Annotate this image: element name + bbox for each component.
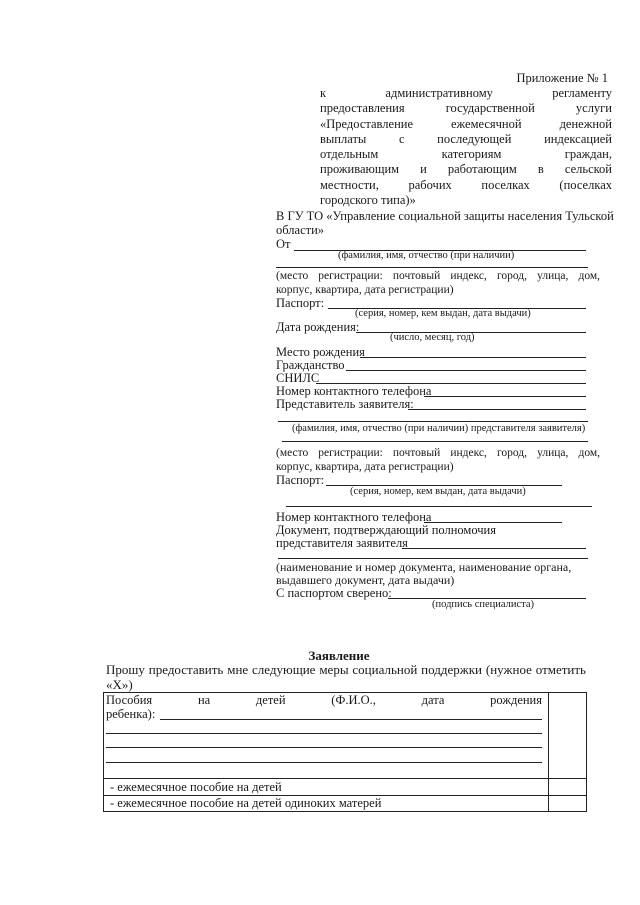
birthplace-field[interactable] bbox=[360, 357, 586, 358]
snils-label: СНИЛС bbox=[276, 371, 320, 385]
appendix-line-8: городского типа)» bbox=[320, 193, 416, 208]
appendix-line-4: выплаты с последующей индексацией bbox=[320, 131, 612, 146]
authority-doc-field[interactable] bbox=[402, 548, 586, 549]
appendix-line-2: предоставления государственной услуги bbox=[320, 101, 612, 116]
statement-intro-line-1: Прошу предоставить мне следующие меры социальной поддержки (нужное отметить bbox=[106, 662, 586, 677]
rep-fio-hint: (фамилия, имя, отчество (при наличии) представителя заявителя) bbox=[292, 423, 586, 434]
birthdate-label: Дата рождения: bbox=[276, 320, 360, 334]
rep-address-hint-2: корпус, квартира, дата регистрации) bbox=[276, 461, 454, 473]
checkbox-single-mothers-benefit[interactable] bbox=[549, 796, 585, 810]
passport-label: Паспорт: bbox=[276, 296, 325, 310]
addressee-line-1: В ГУ ТО «Управление социальной защиты населения Тульской bbox=[276, 209, 614, 223]
doc-hint-1: (наименование и номер документа, наименование органа, bbox=[276, 560, 572, 574]
rep-passport-label: Паспорт: bbox=[276, 473, 325, 487]
representative-label: Представитель заявителя: bbox=[276, 397, 414, 411]
birthdate-hint: (число, месяц, год) bbox=[390, 332, 475, 343]
rep-passport-hint: (серия, номер, кем выдан, дата выдачи) bbox=[350, 486, 526, 497]
appendix-line-7: местности, рабочих поселках (поселках bbox=[320, 177, 612, 192]
authority-doc-line-2: представителя заявителя bbox=[276, 536, 408, 550]
authority-doc-extra-field[interactable] bbox=[278, 558, 588, 559]
citizenship-label: Гражданство bbox=[276, 358, 345, 372]
appendix-line-5: отдельным категориям граждан, bbox=[320, 147, 612, 162]
rep-fio-field[interactable] bbox=[278, 421, 588, 422]
fio-hint: (фамилия, имя, отчество (при наличии) bbox=[338, 250, 515, 261]
passport-hint: (серия, номер, кем выдан, дата выдачи) bbox=[355, 308, 531, 319]
rep-extra-field[interactable] bbox=[282, 441, 588, 442]
row-monthly-benefit: - ежемесячное пособие на детей bbox=[110, 780, 282, 794]
appendix-block bbox=[320, 71, 612, 208]
children-field-1[interactable] bbox=[160, 719, 542, 720]
appendix-line-3: «Предоставление ежемесячной денежной bbox=[320, 116, 612, 131]
rep-passport-extra-field[interactable] bbox=[286, 506, 592, 507]
children-field-4[interactable] bbox=[106, 762, 542, 763]
birthplace-label: Место рождения bbox=[276, 345, 365, 359]
address-hint-2: корпус, квартира, дата регистрации) bbox=[276, 284, 454, 296]
address-hint-1: (место регистрации: почтовый индекс, город, улица, дом, bbox=[276, 270, 600, 282]
checkbox-children-benefit[interactable] bbox=[549, 693, 585, 777]
rep-phone-label: Номер контактного телефона bbox=[276, 510, 432, 524]
signature-hint: (подпись специалиста) bbox=[432, 599, 535, 610]
statement-title: Заявление bbox=[308, 648, 370, 663]
children-field-2[interactable] bbox=[106, 733, 542, 734]
representative-field[interactable] bbox=[408, 409, 586, 410]
from-label: От bbox=[276, 237, 291, 251]
phone-label: Номер контактного телефона bbox=[276, 384, 432, 398]
row-single-mothers-benefit: - ежемесячное пособие на детей одиноких матерей bbox=[110, 796, 382, 810]
rep-address-hint-1: (место регистрации: почтовый индекс, город, улица, дом, bbox=[276, 447, 600, 459]
authority-doc-line-1: Документ, подтверждающий полномочия bbox=[276, 523, 496, 537]
appendix-line-6: проживающим и работающим в сельской bbox=[320, 162, 612, 177]
row-children-benefit-line-2: ребенка): bbox=[106, 707, 156, 721]
row-children-benefit-line-1: Пособия на детей (Ф.И.О., дата рождения bbox=[106, 693, 542, 707]
citizenship-field[interactable] bbox=[346, 370, 586, 371]
phone-field[interactable] bbox=[424, 396, 586, 397]
doc-hint-2: выдавшего документ, дата выдачи) bbox=[276, 573, 455, 587]
addressee-line-2: области» bbox=[276, 223, 325, 237]
statement-intro-line-2: «Х») bbox=[106, 677, 133, 692]
verified-label: С паспортом сверено: bbox=[276, 586, 392, 600]
checkbox-monthly-benefit[interactable] bbox=[549, 779, 585, 794]
address-field[interactable] bbox=[276, 267, 588, 268]
appendix-line-1: к административному регламенту bbox=[320, 86, 612, 100]
appendix-title: Приложение № 1 bbox=[516, 71, 608, 85]
children-field-3[interactable] bbox=[106, 747, 542, 748]
